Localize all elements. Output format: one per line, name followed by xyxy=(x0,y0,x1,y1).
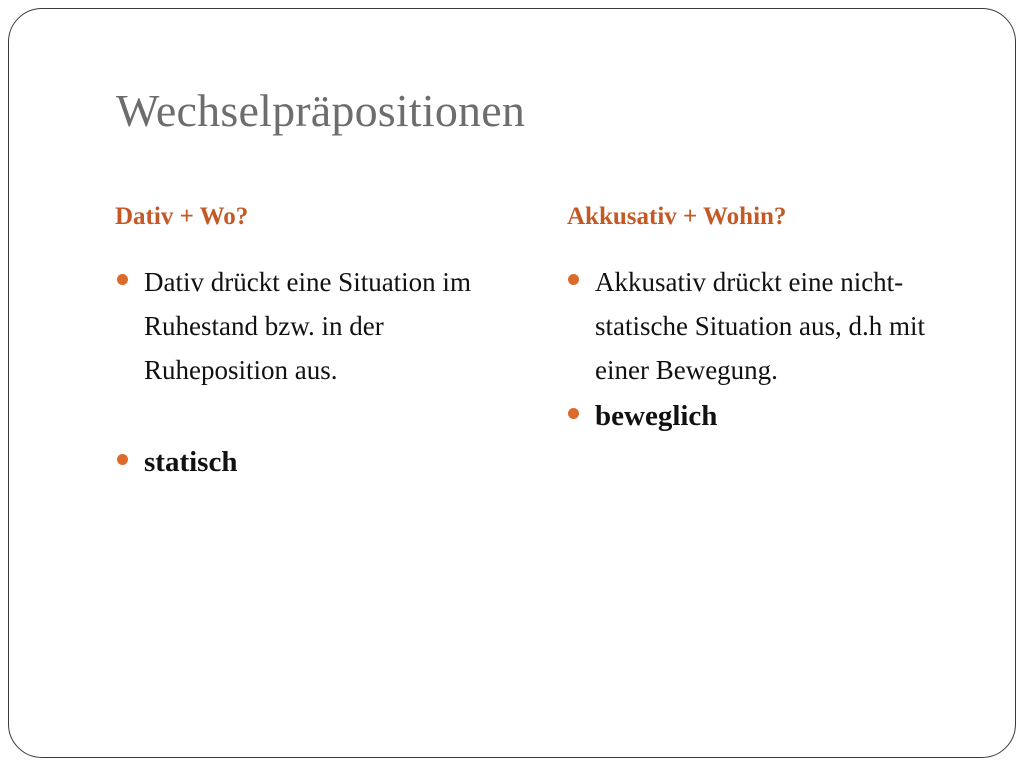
bullet-text: Dativ drückt eine Situation im Ruhestand bzw. in der Ruheposition aus. xyxy=(144,267,471,385)
left-column-heading: Dativ + Wo? xyxy=(115,203,249,230)
right-column-heading: Akkusativ + Wohin? xyxy=(567,203,787,230)
slide-title: Wechselpräpositionen xyxy=(116,85,526,136)
bullet-text: beweglich xyxy=(595,400,718,432)
left-bullet-list xyxy=(115,260,515,484)
bullet-item xyxy=(566,260,946,392)
bullet-dot-icon xyxy=(568,274,579,285)
right-bullet-list xyxy=(566,260,946,438)
bullet-item-emphasis xyxy=(115,440,515,484)
bullet-item xyxy=(115,260,515,392)
bullet-dot-icon xyxy=(117,454,128,465)
bullet-text: Akkusativ drückt eine nicht- statische Situation aus, d.h mit einer Bewegung. xyxy=(595,267,925,385)
bullet-dot-icon xyxy=(117,274,128,285)
bullet-text: statisch xyxy=(144,446,238,478)
bullet-dot-icon xyxy=(568,408,579,419)
bullet-item-emphasis xyxy=(566,394,946,438)
